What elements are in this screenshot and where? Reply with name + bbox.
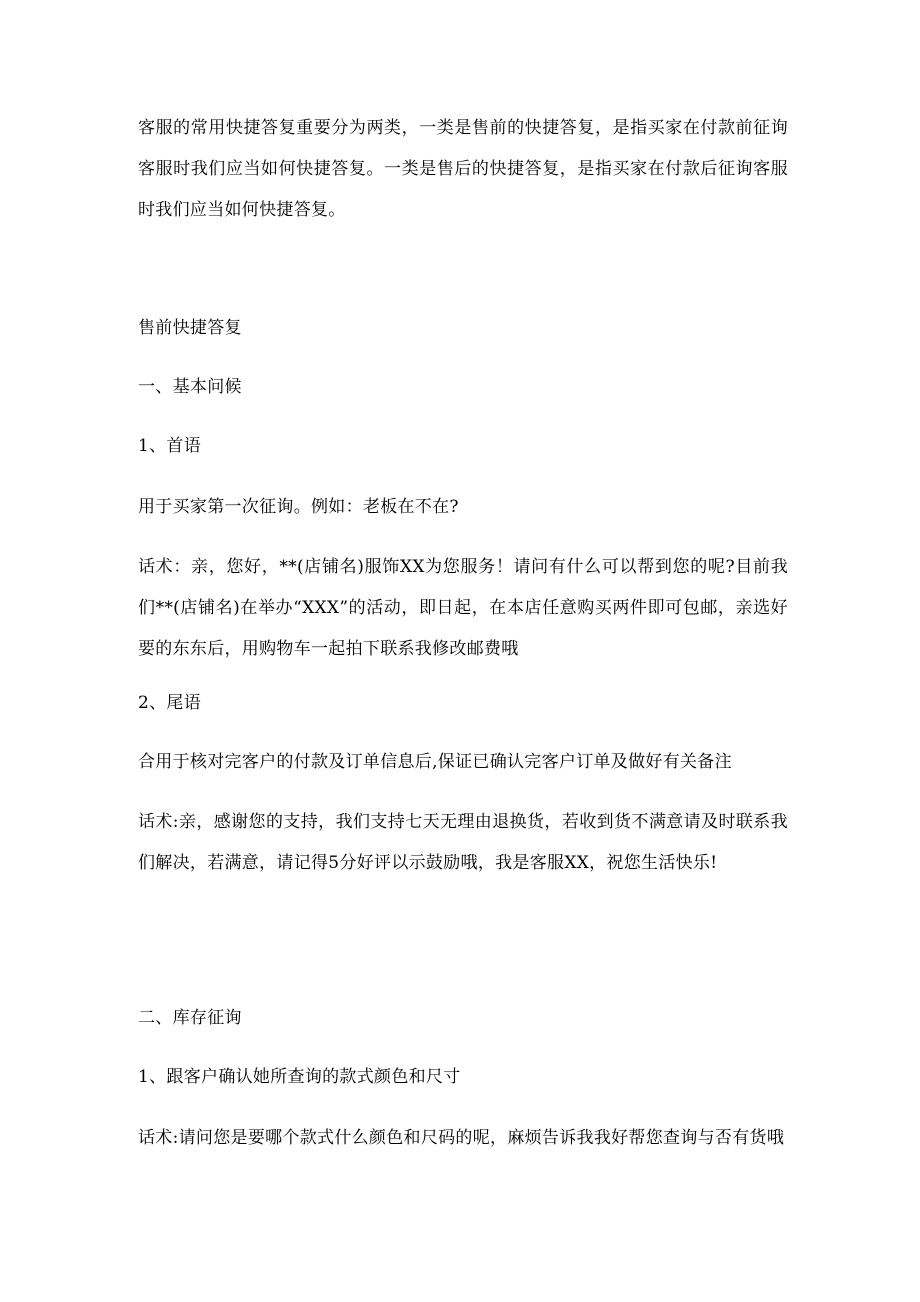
section-stock-inquiry-heading: 二、库存征询 [138, 1008, 242, 1028]
subsection-confirm-style-script: 话术:请问您是要哪个款式什么颜色和尺码的呢，麻烦告诉我我好帮您查询与否有货哦 [138, 1128, 785, 1148]
subsection-closing-heading: 2、尾语 [138, 693, 202, 713]
presale-heading: 售前快捷答复 [138, 318, 242, 338]
subsection-opening-description: 用于买家第一次征询。例如：老板在不在? [138, 497, 459, 517]
intro-paragraph: 客服的常用快捷答复重要分为两类，一类是售前的快捷答复，是指买家在付款前征询客服时我们应当如何快捷答复。一类是售后的快捷答复，是指买家在付款后征询客服时我们应当如何快捷答复。 [138, 118, 788, 220]
section-basic-greeting-heading: 一、基本问候 [138, 377, 242, 397]
subsection-closing-script: 话术:亲，感谢您的支持，我们支持七天无理由退换货，若收到货不满意请及时联系我们解决，若满意，请记得5分好评以示鼓励哦，我是客服XX，祝您生活快乐! [138, 812, 788, 873]
subsection-confirm-style-heading: 1、跟客户确认她所查询的款式颜色和尺寸 [138, 1067, 461, 1087]
subsection-closing-description: 合用于核对完客户的付款及订单信息后,保证已确认完客户订单及做好有关备注 [138, 752, 732, 772]
subsection-opening-script: 话术：亲，您好，**(店铺名)服饰XX为您服务！请问有什么可以帮到您的呢?目前我们**(店铺名)在举办“XXX”的活动，即日起，在本店任意购买两件即可包邮，亲选好要的东东后，用购物车一起拍下联系我修改邮费哦 [138, 557, 788, 659]
subsection-opening-heading: 1、首语 [138, 436, 202, 456]
